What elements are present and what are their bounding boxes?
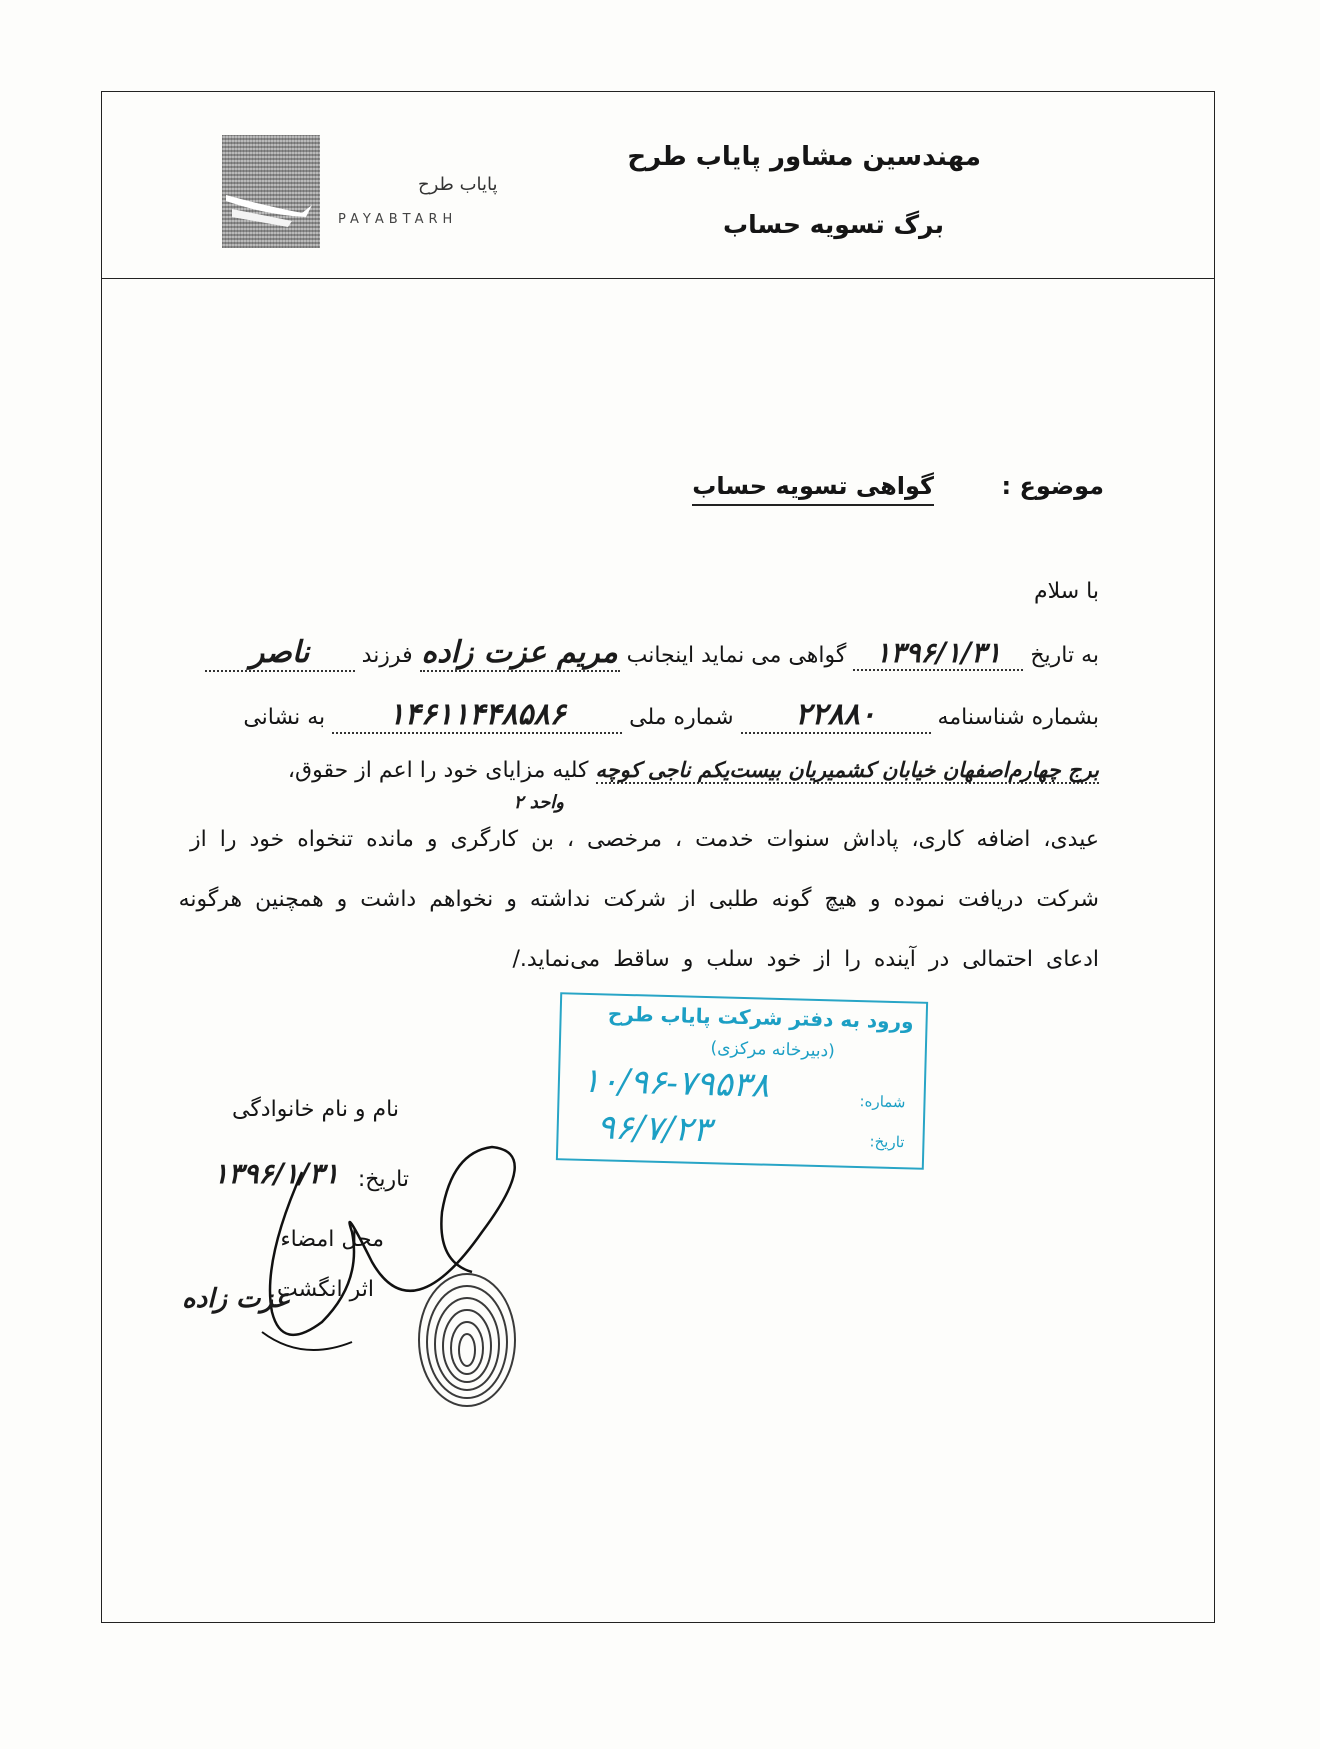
letter-line-2 <box>243 697 1099 734</box>
letter-line-1 <box>205 635 1099 672</box>
stamp-number-label: شماره: <box>859 1092 906 1112</box>
stamp-title: ورود به دفتر شرکت پایاب طرح <box>607 1001 914 1034</box>
handwritten-name: عزت زاده <box>182 1284 291 1314</box>
address-value: برج چهارم‌اصفهان خیابان کشمیریان بیست‌یکم ناجی کوچه <box>595 757 1099 782</box>
signature-place-label: محل امضاء <box>280 1227 384 1252</box>
letter-line-5: شرکت دریافت نموده و هیچ گونه طلبی از شرکت نداشته و نخواهم داشت و همچنین هرگونه <box>178 887 1099 912</box>
document-frame <box>101 91 1215 1623</box>
fingerprint-label: اثر انگشت <box>277 1277 374 1302</box>
address-label: به نشانی <box>243 705 326 730</box>
child-of-label: فرزند <box>361 643 413 668</box>
company-logo <box>222 135 320 248</box>
header-divider <box>102 278 1214 279</box>
unit-value: واحد ۲ <box>513 792 564 813</box>
id-number-value: ۲۲۸۸۰ <box>741 697 931 734</box>
logo-persian-text: پایاب طرح <box>418 174 498 195</box>
date-value: ۱۳۹۶/۱/۳۱ <box>853 636 1023 671</box>
registry-stamp <box>556 992 928 1170</box>
letter-line-4: عیدی، اضافه کاری، پاداش سنوات خدمت ، مرخصی ، بن کارگری و مانده تنخواه خود را از <box>190 827 1099 852</box>
national-id-label: شماره ملی <box>629 705 734 730</box>
subject-value: گواهی تسویه حساب <box>692 472 934 506</box>
national-id-value: ۱۴۶۱۱۴۴۸۵۸۶ <box>332 697 622 734</box>
employee-name-value: مریم عزت زاده <box>421 635 618 670</box>
stamp-subtitle: (دبیرخانه مرکزی) <box>710 1038 836 1062</box>
subject-label: موضوع : <box>1001 472 1104 500</box>
benefits-text: کلیه مزایای خود را اعم از حقوق، <box>287 758 589 783</box>
form-title: برگ تسویه حساب <box>723 210 944 239</box>
letter-line-6: ادعای احتمالی در آینده را از خود سلب و ساقط می‌نماید./ <box>512 947 1099 972</box>
fingerprint-mark <box>412 1262 522 1412</box>
father-name-value: ناصر <box>205 635 355 672</box>
letter-line-3 <box>288 757 1099 784</box>
stamp-date-label: تاریخ: <box>869 1132 905 1152</box>
signature-date-value: ۱۳۹۶/۱/۳۱ <box>213 1157 339 1190</box>
stamp-date-value: ۹۶/۷/۲۳ <box>596 1107 712 1151</box>
certify-text: گواهی می نماید اینجانب <box>626 643 847 668</box>
date-label: به تاریخ <box>1030 643 1099 668</box>
greeting: با سلام <box>1033 579 1099 604</box>
signature-date-label: تاریخ: <box>357 1167 409 1192</box>
company-name: مهندسین مشاور پایاب طرح <box>627 142 981 172</box>
logo-latin-text: PAYABTARH <box>338 212 458 227</box>
stamp-number-value: ۱۰/۹۶-۷۹۵۳۸ <box>581 1060 770 1106</box>
id-number-label: بشماره شناسنامه <box>937 705 1099 730</box>
full-name-label: نام و نام خانوادگی <box>231 1097 399 1122</box>
